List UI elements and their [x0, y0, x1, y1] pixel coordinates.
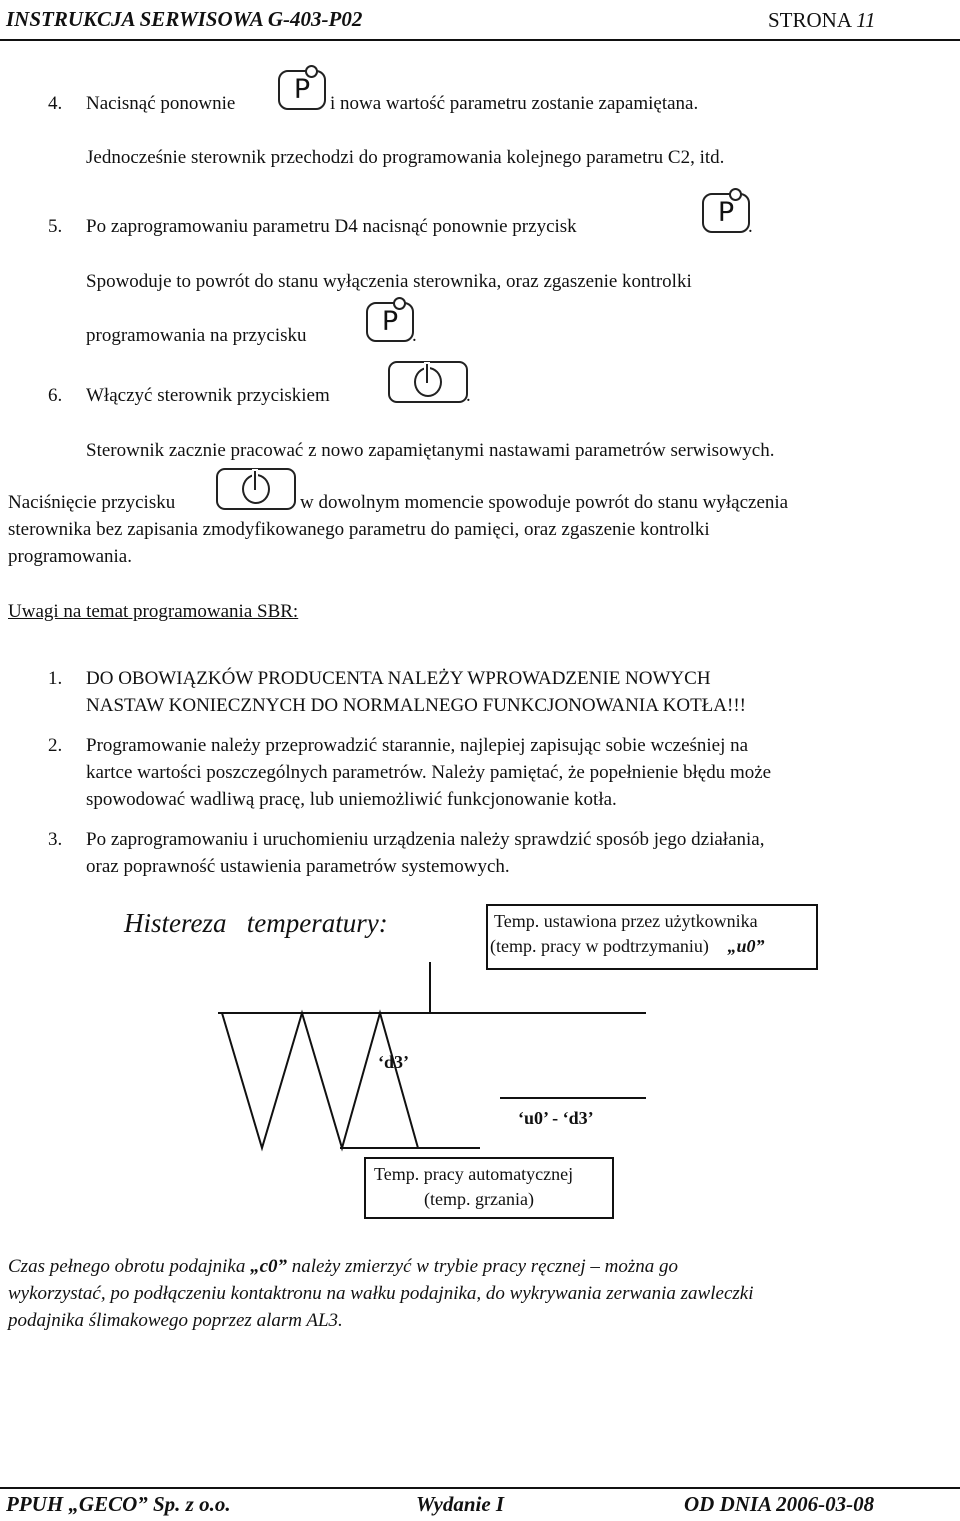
setpoint-box: [486, 904, 818, 970]
power-bar-icon: [426, 364, 428, 383]
p-key-icon: [702, 193, 750, 233]
footnote-line-1-a: Czas pełnego obrotu podajnika: [8, 1256, 251, 1277]
header-page: [768, 8, 876, 33]
step-6-continuation: Sterownik zacznie pracować z nowo zapamiętanymi nastawami parametrów serwisowych.: [86, 440, 775, 461]
power-bar-icon: [254, 471, 256, 490]
footnote-line-1-b: należy zmierzyć w trybie pracy ręcznej – można go: [287, 1256, 679, 1277]
note-1-line-2: NASTAW KONIECZNYCH DO NORMALNEGO FUNKCJONOWANIA KOTŁA!!!: [86, 695, 746, 716]
note-2-line-1: Programowanie należy przeprowadzić starannie, najlepiej zapisując sobie wcześniej na: [86, 735, 749, 756]
step-4-continuation: Jednocześnie sterownik przechodzi do programowania kolejnego parametru C2, itd.: [86, 147, 725, 168]
note-2-number: 2.: [48, 735, 63, 756]
step-5-number: 5.: [48, 216, 63, 237]
step-5-continuation-1: Spowoduje to powrót do stanu wyłączenia sterownika, oraz zgaszenie kontrolki: [86, 271, 692, 292]
auto-temp-box-line-1: Temp. pracy automatycznej: [374, 1164, 574, 1184]
step-4-text-before: Nacisnąć ponownie: [86, 93, 236, 114]
header-rule: [0, 39, 960, 41]
note-3-number: 3.: [48, 829, 63, 850]
p-key-label: P: [381, 306, 399, 337]
p-key-label: P: [717, 197, 735, 228]
step-4-number: 4.: [48, 93, 63, 114]
step-5-text: Po zaprogramowaniu parametru D4 nacisnąć ponownie przycisk: [86, 216, 577, 237]
auto-temp-box: [364, 1157, 614, 1219]
note-2-line-2: kartce wartości poszczególnych parametrów. Należy pamiętać, że popełnienie błędu może: [86, 762, 772, 783]
footer-edition: Wydanie I: [416, 1492, 505, 1516]
temperature-oscillation-line: [222, 1013, 418, 1148]
cancel-note-line-3: programowania.: [8, 546, 132, 567]
setpoint-box-line-2-text: (temp. pracy w podtrzymaniu): [490, 936, 709, 956]
step-5-continuation-end: .: [412, 325, 417, 346]
p-key-label: P: [293, 74, 311, 105]
header-page-label: STRONA: [768, 8, 851, 32]
step-4-text-after: i nowa wartość parametru zostanie zapamiętana.: [330, 93, 699, 114]
footnote-line-1: [8, 1255, 678, 1279]
setpoint-box-line-1: Temp. ustawiona przez użytkownika: [494, 911, 758, 931]
notes-heading: Uwagi na temat programowania SBR:: [8, 601, 299, 622]
header-page-number: 11: [856, 8, 876, 32]
p-key-icon: [278, 70, 326, 110]
footnote-line-2: wykorzystać, po podłączeniu kontaktronu na wałku podajnika, do wykrywania zerwania zawleczki: [8, 1283, 754, 1304]
cancel-note-before: Naciśnięcie przycisku: [8, 492, 176, 513]
footer-company: PPUH „GECO” Sp. z o.o.: [6, 1492, 231, 1516]
step-6-text: Włączyć sterownik przyciskiem: [86, 385, 330, 406]
header-title: INSTRUKCJA SERWISOWA G-403-P02: [6, 7, 363, 31]
auto-temp-box-line-2: (temp. grzania): [424, 1189, 534, 1209]
step-5-continuation-2: programowania na przycisku: [86, 325, 307, 346]
setpoint-code-u0: „u0”: [727, 936, 765, 956]
label-u0-minus-d3: ‘u0’ - ‘d3’: [518, 1108, 594, 1128]
power-ring-icon: [414, 367, 442, 397]
label-d3: ‘d3’: [378, 1052, 409, 1072]
footer-rule: [0, 1487, 960, 1489]
power-ring-icon: [242, 474, 270, 504]
diagram-title: Histereza temperatury:: [124, 908, 388, 938]
setpoint-box-line-2: [490, 934, 764, 958]
note-3-line-2: oraz poprawność ustawienia parametrów systemowych.: [86, 856, 510, 877]
step-6-number: 6.: [48, 385, 63, 406]
note-2-line-3: spowodować wadliwą pracę, lub uniemożliwić funkcjonowanie kotła.: [86, 789, 617, 810]
note-3-line-1: Po zaprogramowaniu i uruchomieniu urządzenia należy sprawdzić sposób jego działania,: [86, 829, 765, 850]
cancel-note-line-2: sterownika bez zapisania zmodyfikowanego parametru do pamięci, oraz zgaszenie kontrolki: [8, 519, 710, 540]
p-key-icon: [366, 302, 414, 342]
step-6-end: .: [466, 385, 471, 406]
note-1-number: 1.: [48, 668, 63, 689]
footnote-line-3: podajnika ślimakowego poprzez alarm AL3.: [8, 1310, 343, 1331]
note-1-line-1: DO OBOWIĄZKÓW PRODUCENTA NALEŻY WPROWADZENIE NOWYCH: [86, 668, 711, 689]
footnote-code-c0: „c0”: [250, 1256, 288, 1277]
footer-date: OD DNIA 2006-03-08: [684, 1492, 875, 1516]
cancel-note-after: w dowolnym momencie spowoduje powrót do stanu wyłączenia: [300, 492, 789, 513]
power-key-icon: [216, 468, 296, 510]
step-5-end: .: [748, 216, 753, 237]
power-key-icon: [388, 361, 468, 403]
